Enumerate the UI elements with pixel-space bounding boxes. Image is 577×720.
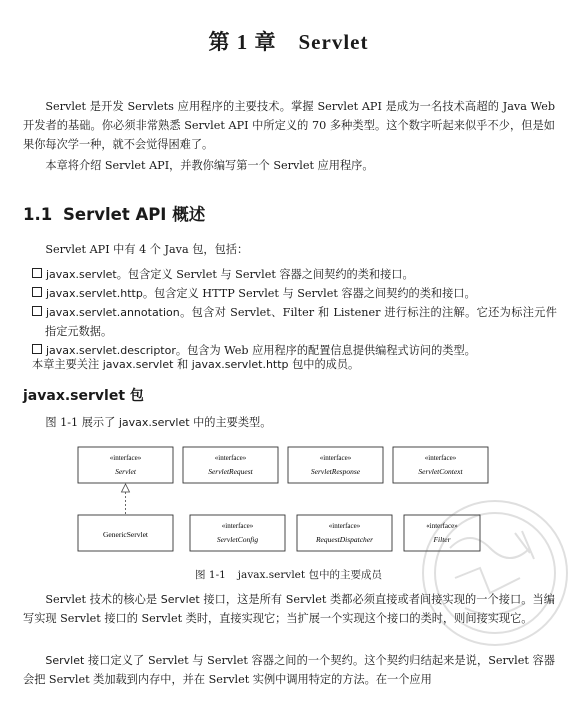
uml-box-genericservlet <box>78 515 173 551</box>
focus-package-1: javax.servlet <box>102 358 174 371</box>
stereotype-label: «interface» <box>424 454 457 462</box>
subsection-intro <box>23 413 555 432</box>
uml-box-servletrequest <box>183 447 278 483</box>
class-name: ServletRequest <box>208 467 253 476</box>
uml-box-servlet <box>78 447 173 483</box>
stereotype-label: «interface» <box>426 522 458 530</box>
stereotype-label: «interface» <box>109 454 142 462</box>
list-item <box>32 284 557 303</box>
section-number: 1.1 <box>23 205 53 224</box>
focus-package-2: javax.servlet.http <box>191 358 289 371</box>
intro-package: javax.servlet <box>118 416 190 429</box>
caption-text: javax.servlet 包中的主要成员 <box>237 569 382 581</box>
package-desc: 。包含为 Web 应用程序的配置信息提供编程式访问的类型。 <box>175 344 476 357</box>
list-item <box>32 303 557 341</box>
checkbox-bullet-icon <box>32 287 42 297</box>
chapter-title <box>0 26 577 56</box>
class-name: ServletContext <box>418 467 463 476</box>
package-name: javax.servlet <box>46 268 117 281</box>
uml-box-requestdispatcher <box>297 515 392 551</box>
caption-label: 图 1-1 <box>195 569 226 581</box>
class-name: ServletConfig <box>216 535 259 544</box>
checkbox-bullet-icon <box>32 306 42 316</box>
stereotype-label: «interface» <box>319 454 352 462</box>
list-item <box>32 265 557 284</box>
intro-post: 中的主要类型。 <box>189 416 272 429</box>
body-pre: Servlet 技术的核心是 <box>45 593 161 606</box>
realization-arrow <box>122 484 130 515</box>
package-list <box>32 265 557 360</box>
checkbox-bullet-icon <box>32 344 42 354</box>
focus-post: 包中的成员。 <box>288 358 360 371</box>
uml-box-servletresponse <box>288 447 383 483</box>
package-name: javax.servlet.annotation <box>46 306 180 319</box>
uml-box-servletconfig <box>190 515 285 551</box>
body-paragraph-2 <box>23 651 555 689</box>
class-name: GenericServlet <box>103 530 148 539</box>
intro-paragraph-2: 本章将介绍 Servlet API，并教你编写第一个 Servlet 应用程序。 <box>45 159 374 172</box>
package-desc: 。包含定义 HTTP Servlet 与 Servlet 容器之间契约的类和接口。 <box>142 287 476 300</box>
package-desc: 。包含对 Servlet、Filter 和 Listener 进行标注的注解。它还为标注元件指定元数据。 <box>45 306 557 338</box>
intro-paragraph: Servlet 是开发 Servlets 应用程序的主要技术。掌握 Servlet API 是成为一名技术高超的 Java Web 开发者的基础。你必须非常熟悉 Servlet API 中所定义的 70 多种类型。这个数字听起来似乎不少，但是如果你每次学一种，就不会觉得困难了。 <box>23 100 555 151</box>
class-name: Servlet <box>115 467 136 476</box>
chapter-label: 第 1 章 <box>208 30 277 54</box>
package-desc: 。包含定义 Servlet 与 Servlet 容器之间契约的类和接口。 <box>116 268 414 281</box>
class-name: RequestDispatcher <box>315 535 374 544</box>
focus-pre: 本章主要关注 <box>32 358 103 371</box>
checkbox-bullet-icon <box>32 268 42 278</box>
focus-mid: 和 <box>173 358 192 371</box>
stereotype-label: «interface» <box>214 454 247 462</box>
watermark-stamp-icon <box>395 478 577 653</box>
class-name: ServletResponse <box>310 467 361 476</box>
class-name: Filter <box>433 535 451 544</box>
package-name: javax.servlet.descriptor <box>46 344 176 357</box>
section-lead: Servlet API 中有 4 个 Java 包，包括： <box>45 243 249 256</box>
stereotype-label: «interface» <box>328 522 361 530</box>
body-keyword: Servlet <box>45 654 85 667</box>
body-post: 接口定义了 Servlet 与 Servlet 容器之间的一个契约。这个契约归结起来是说，Servlet 容器会把 Servlet 类加载到内存中，并在 Servlet 实例中调用特定的方法。在一个应用 <box>23 654 555 686</box>
stereotype-label: «interface» <box>221 522 254 530</box>
body-post: 接口，这是所有 Servlet 类都必须直接或者间接实现的一个接口。当编写实现 Servlet 接口的 Servlet 类时，直接实现它；当扩展一个实现这个接口的类时，则间接实现它。 <box>23 593 555 625</box>
chapter-name: Servlet <box>298 30 369 54</box>
section-heading <box>23 201 205 225</box>
body-keyword: Servlet <box>160 593 200 606</box>
section-title: Servlet API 概述 <box>63 205 206 224</box>
package-name: javax.servlet.http <box>46 287 143 300</box>
intro-pre: 图 1-1 展示了 <box>45 416 119 429</box>
focus-sentence <box>32 355 557 374</box>
subsection-heading: javax.servlet 包 <box>23 388 144 404</box>
